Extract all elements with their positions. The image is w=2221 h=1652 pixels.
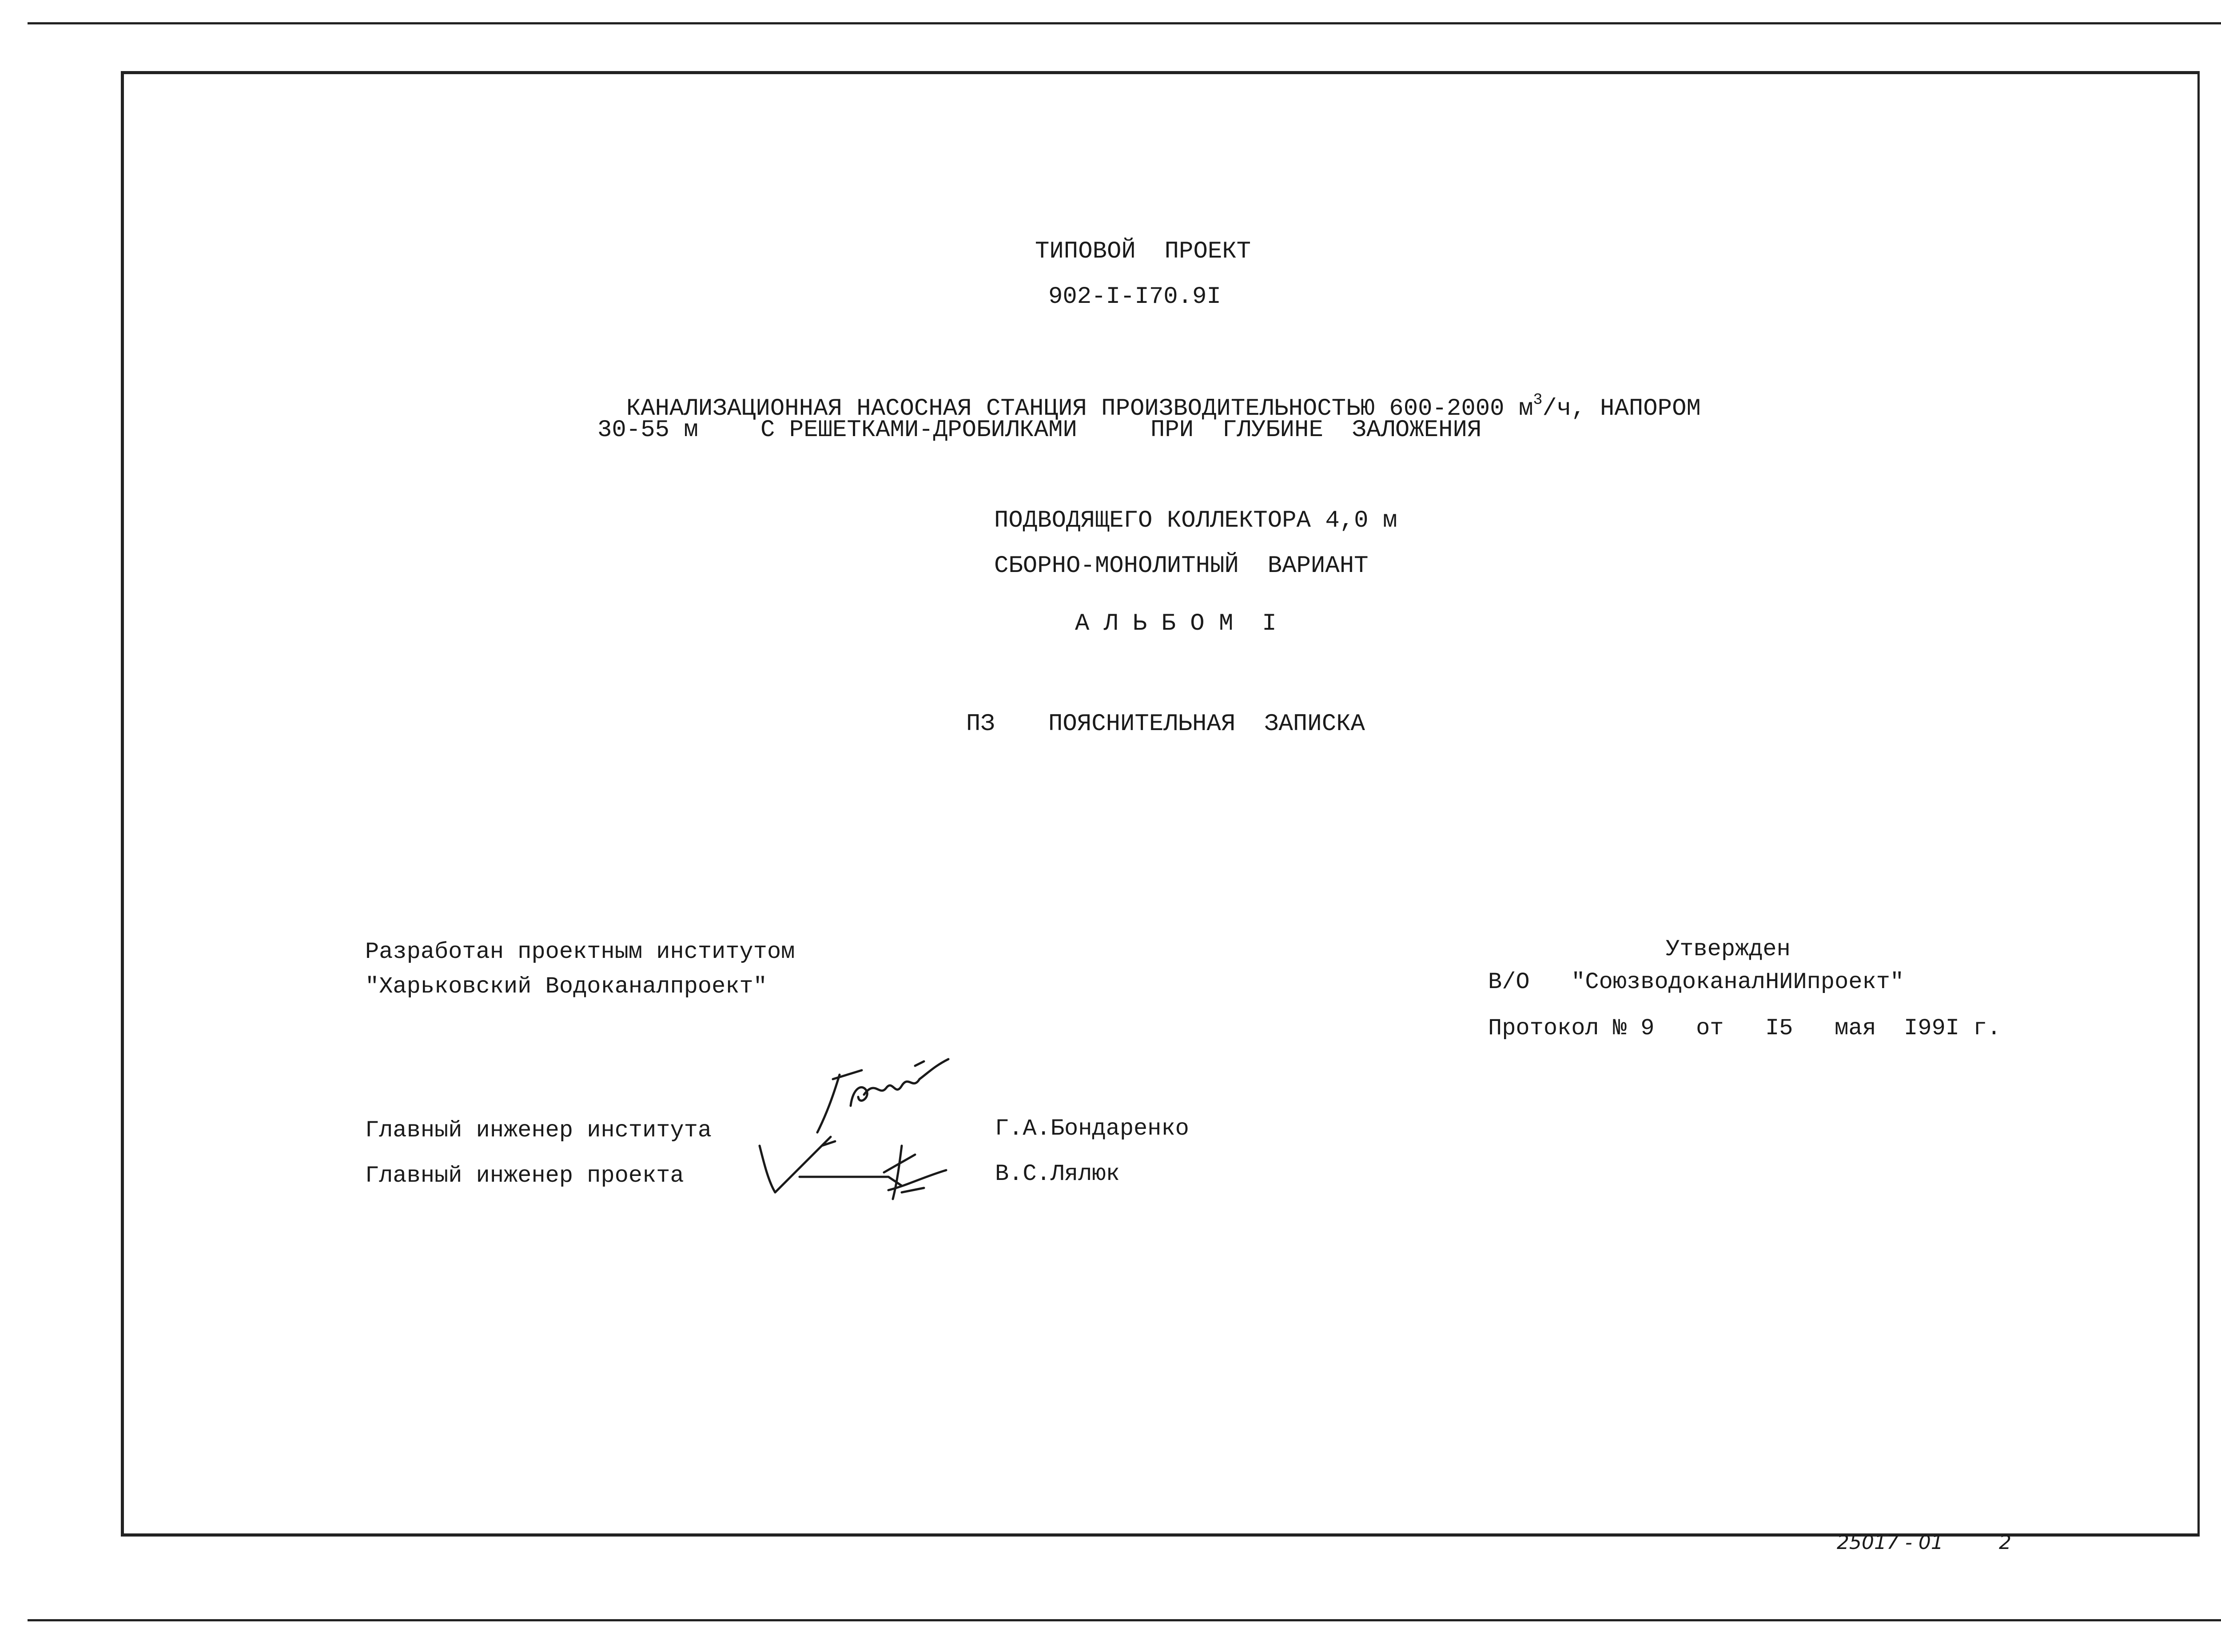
signature-role-2: Главный инженер проекта [365, 1163, 684, 1189]
title-line-1-prefix: КАНАЛИЗАЦИОННАЯ НАСОСНАЯ СТАНЦИЯ ПРОИЗВОДИТЕЛЬНОСТЬЮ 600-2000 м [626, 395, 1533, 422]
title-line-1-suffix: /ч, НАПОРОМ [1542, 395, 1701, 422]
handwritten-signature-2 [755, 1128, 968, 1203]
stamp-code: 25017 - 01 [1837, 1531, 1943, 1554]
signature-name-1: Г.А.Бондаренко [995, 1116, 1189, 1142]
signature-role-1: Главный инженер института [365, 1117, 712, 1144]
title-line-2-part-3: ПРИ ГЛУБИНЕ ЗАЛОЖЕНИЯ [1150, 417, 1482, 444]
approval-line-1: Утвержден [1666, 936, 1791, 962]
title-line-2-part-1: 30-55 м [597, 417, 698, 444]
title-line-4: СБОРНО-МОНОЛИТНЫЙ ВАРИАНТ [994, 552, 1369, 580]
bottom-rule [28, 1619, 2221, 1621]
section-code: ПЗ [966, 711, 995, 738]
developer-line-2: "Харьковский Водоканалпроект" [365, 973, 767, 1000]
section-name: ПОЯСНИТЕЛЬНАЯ ЗАПИСКА [1048, 711, 1365, 738]
developer-line-1: Разработан проектным институтом [365, 939, 795, 965]
top-rule [28, 22, 2221, 24]
album-label: А Л Ь Б О М I [1075, 610, 1277, 637]
title-line-2-part-2: С РЕШЕТКАМИ-ДРОБИЛКАМИ [760, 417, 1077, 444]
handwritten-signature-1 [808, 1048, 959, 1141]
approval-line-2: В/О "СоюзводоканалНИИпроект" [1488, 969, 1904, 995]
approval-line-3: Протокол № 9 от I5 мая I99I г. [1488, 1015, 2001, 1041]
title-line-1 [597, 373, 1701, 421]
stamp-sheet: 2 [1999, 1531, 2011, 1554]
title-line-1-sup: 3 [1533, 391, 1543, 409]
signature-name-2: В.С.Лялюк [995, 1161, 1120, 1187]
project-type: ТИПОВОЙ ПРОЕКТ [1035, 238, 1251, 265]
project-number: 902-I-I70.9I [1048, 283, 1221, 310]
title-line-3: ПОДВОДЯЩЕГО КОЛЛЕКТОРА 4,0 м [994, 507, 1397, 534]
